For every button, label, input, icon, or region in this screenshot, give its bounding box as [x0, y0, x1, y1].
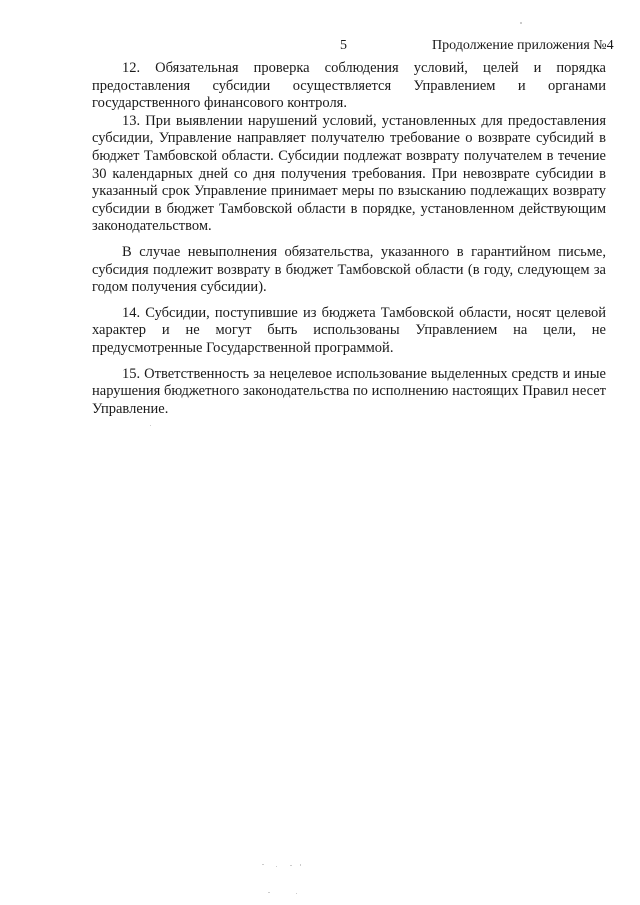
appendix-continuation-label: Продолжение приложения №4 — [432, 38, 614, 53]
paragraph-14: 14. Субсидии, поступившие из бюджета Тамбовской области, носят целевой характер и не могут быть использованы Управлением на цели, не предусмотренные Государственной программой. — [92, 304, 606, 356]
scan-speck — [276, 866, 277, 867]
paragraph-12: 12. Обязательная проверка соблюдения условий, целей и порядка предоставления субсидии осуществляется Управлением и органами государственного финансового контроля. — [92, 60, 606, 112]
paragraph-guarantee-letter: В случае невыполнения обязательства, указанного в гарантийном письме, субсидия подлежит возврату в бюджет Тамбовской области (в году, следующем за годом получения субсидии). — [92, 243, 606, 296]
scan-speck — [150, 425, 151, 426]
scan-speck — [296, 893, 297, 894]
paragraph-13: 13. При выявлении нарушений условий, установленных для предоставления субсидии, Управление направляет получателю требование о возврате субсидий в бюджет Тамбовской области. Субсидии подлежат возврату получателем в течение 30 календарных дней со дня получения требования. При невозврате субсидии в указанный срок Управление принимает меры по взысканию подлежащих возврату субсидии в бюджет Тамбовской области в порядке, установленном действующим законодательством. — [92, 112, 606, 235]
paragraph-15: 15. Ответственность за нецелевое использование выделенных средств и иные нарушения бюджетного законодательства по исполнению настоящих Правил несет Управление. — [92, 365, 606, 417]
scan-speck — [300, 864, 301, 866]
document-body — [92, 60, 606, 418]
scan-speck — [262, 864, 264, 865]
page-number: 5 — [340, 38, 347, 53]
scan-speck — [520, 22, 522, 24]
scan-speck — [268, 892, 270, 893]
scan-speck — [290, 865, 292, 866]
